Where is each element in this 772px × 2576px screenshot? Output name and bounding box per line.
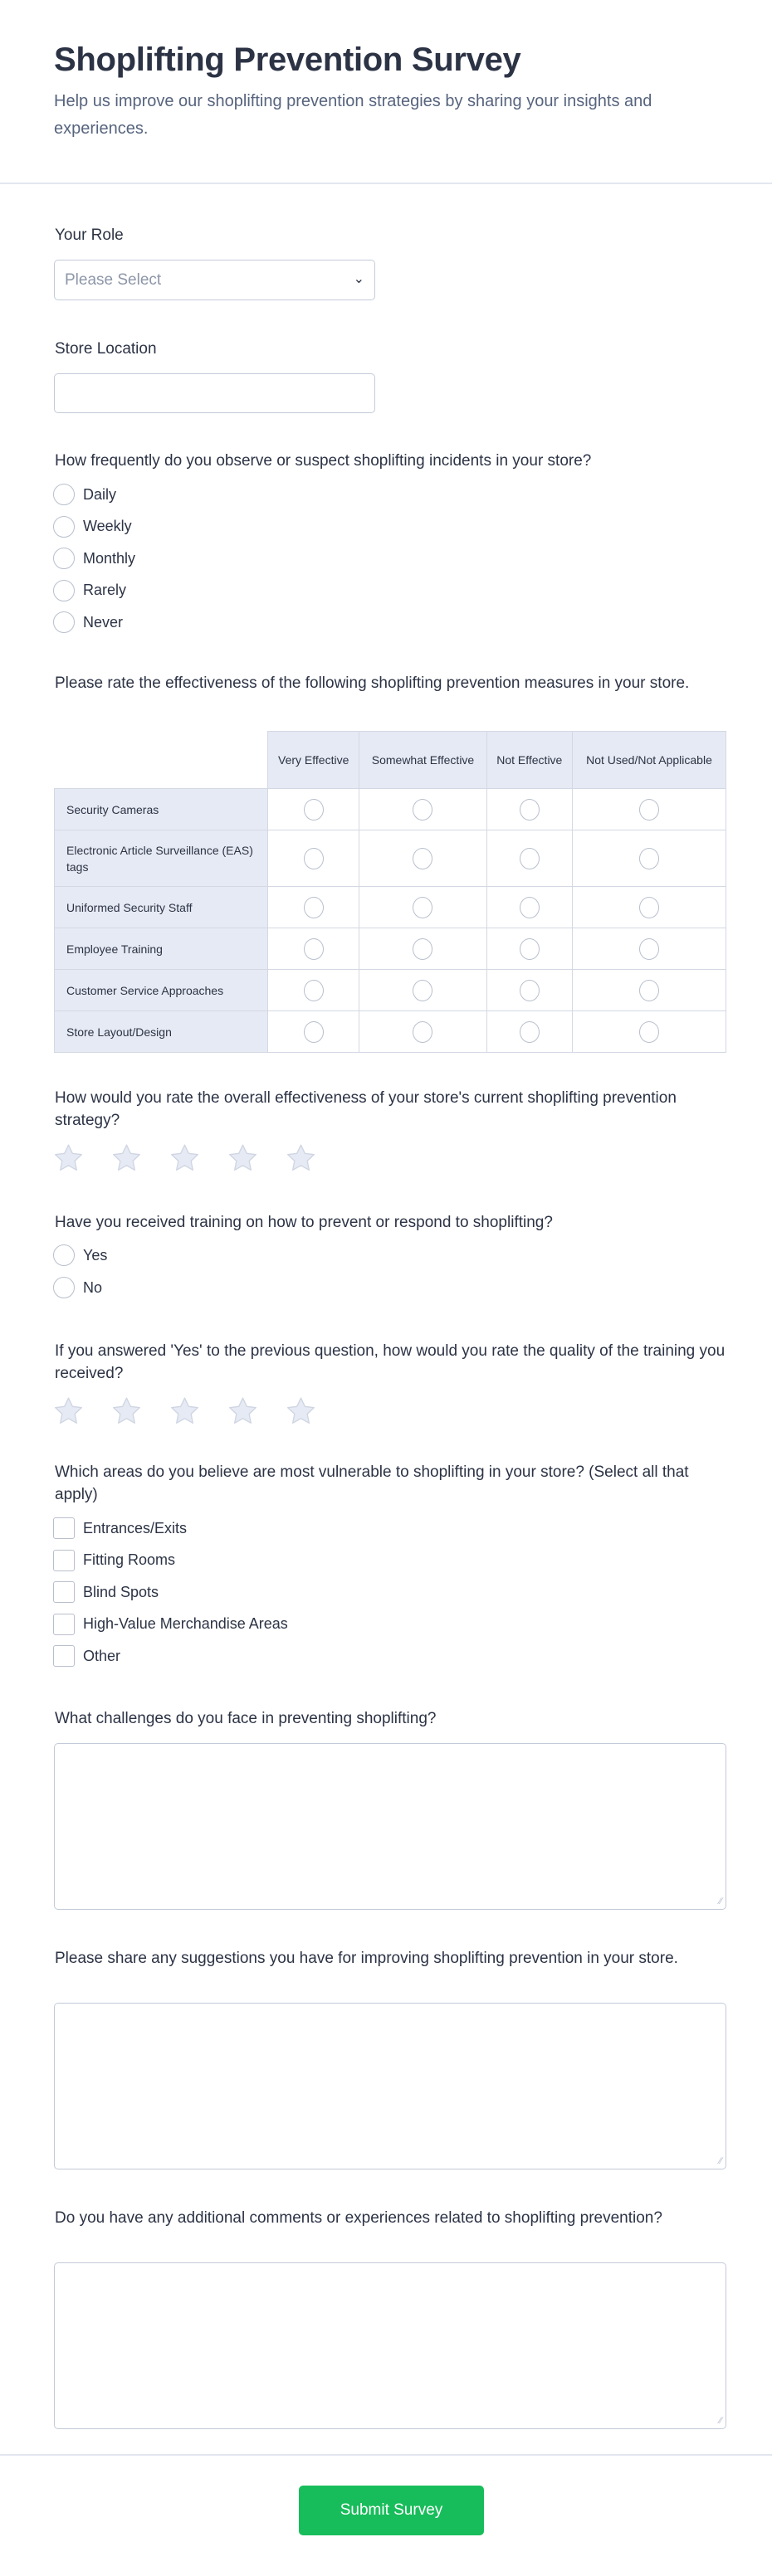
matrix-column-header: Very Effective	[268, 732, 359, 789]
comments-label: Do you have any additional comments or experiences related to shoplifting prevention?	[55, 2209, 662, 2227]
radio-button[interactable]	[304, 938, 324, 960]
frequency-label: How frequently do you observe or suspect shoplifting incidents in your store?	[55, 452, 592, 470]
challenges-textarea[interactable]	[54, 1743, 726, 1910]
checkbox[interactable]	[53, 1614, 75, 1635]
training-option[interactable]	[53, 1244, 107, 1267]
suggestions-label: Please share any suggestions you have for improving shoplifting prevention in your store.	[55, 1950, 678, 1967]
matrix-row-label: Employee Training	[55, 928, 268, 970]
checkbox[interactable]	[53, 1550, 75, 1571]
radio-button[interactable]	[413, 848, 432, 869]
radio-button[interactable]	[53, 548, 75, 569]
overall-label: How would you rate the overall effectiveness of your store's current shoplifting prevention strategy?	[55, 1089, 677, 1129]
areas-option[interactable]	[53, 1549, 175, 1572]
matrix-cell[interactable]	[573, 887, 726, 928]
matrix-cell[interactable]	[268, 928, 359, 970]
star-icon[interactable]	[226, 1142, 260, 1175]
radio-button[interactable]	[413, 938, 432, 960]
matrix-cell[interactable]	[486, 830, 572, 887]
areas-option[interactable]	[53, 1517, 187, 1540]
matrix-cell[interactable]	[486, 1011, 572, 1053]
resize-handle-icon[interactable]: ∕∕	[719, 1897, 722, 1906]
matrix-cell[interactable]	[359, 970, 486, 1011]
matrix-cell[interactable]	[268, 830, 359, 887]
submit-survey-button[interactable]: Submit Survey	[299, 2486, 484, 2535]
quality-star-rating	[51, 1395, 318, 1428]
matrix-row-label: Uniformed Security Staff	[55, 887, 268, 928]
training-label: Have you received training on how to prevent or respond to shoplifting?	[55, 1214, 553, 1231]
matrix-row-label: Store Layout/Design	[55, 1011, 268, 1053]
radio-button[interactable]	[413, 799, 432, 821]
training-option[interactable]	[53, 1276, 102, 1299]
matrix-row-label: Customer Service Approaches	[55, 970, 268, 1011]
matrix-row	[55, 887, 726, 928]
role-label: Your Role	[55, 226, 124, 244]
matrix-cell[interactable]	[486, 887, 572, 928]
frequency-option[interactable]	[53, 515, 132, 538]
suggestions-textarea[interactable]	[54, 2003, 726, 2169]
radio-button[interactable]	[639, 1021, 659, 1043]
radio-button[interactable]	[53, 516, 75, 538]
matrix-column-header: Somewhat Effective	[359, 732, 486, 789]
matrix-cell[interactable]	[359, 887, 486, 928]
matrix-cell[interactable]	[573, 789, 726, 830]
page-title: Shoplifting Prevention Survey	[54, 41, 521, 78]
areas-option[interactable]	[53, 1580, 159, 1604]
chevron-down-icon: ⌄	[353, 272, 364, 286]
radio-button[interactable]	[53, 1277, 75, 1298]
frequency-option[interactable]	[53, 579, 126, 602]
radio-button[interactable]	[304, 799, 324, 821]
frequency-option-label: Monthly	[83, 549, 136, 567]
star-icon[interactable]	[110, 1395, 144, 1428]
radio-button[interactable]	[520, 980, 540, 1001]
matrix-row	[55, 789, 726, 830]
footer-divider	[0, 2454, 772, 2456]
matrix-corner	[55, 732, 268, 789]
matrix-column-header: Not Effective	[486, 732, 572, 789]
matrix-cell[interactable]	[573, 970, 726, 1011]
radio-button[interactable]	[520, 938, 540, 960]
location-input[interactable]	[54, 373, 375, 413]
checkbox[interactable]	[53, 1645, 75, 1667]
areas-option-label: High-Value Merchandise Areas	[83, 1615, 288, 1632]
matrix-row-label: Security Cameras	[55, 789, 268, 830]
overall-star-rating	[51, 1142, 318, 1175]
matrix-row	[55, 830, 726, 887]
checkbox[interactable]	[53, 1517, 75, 1539]
frequency-option-label: Weekly	[83, 518, 132, 534]
frequency-option-label: Never	[83, 613, 124, 631]
radio-button[interactable]	[413, 980, 432, 1001]
radio-button[interactable]	[413, 1021, 432, 1043]
matrix-row	[55, 1011, 726, 1053]
matrix-cell[interactable]	[486, 970, 572, 1011]
radio-button[interactable]	[304, 897, 324, 918]
role-select-placeholder: Please Select	[65, 271, 162, 289]
matrix-row	[55, 928, 726, 970]
areas-label: Which areas do you believe are most vulnerable to shoplifting in your store? (Select all that apply)	[55, 1463, 689, 1503]
comments-textarea[interactable]	[54, 2262, 726, 2429]
header-divider	[0, 183, 772, 184]
matrix-cell[interactable]	[359, 789, 486, 830]
matrix-cell[interactable]	[268, 789, 359, 830]
radio-button[interactable]	[639, 938, 659, 960]
matrix-cell[interactable]	[359, 830, 486, 887]
star-icon[interactable]	[226, 1395, 260, 1428]
radio-button[interactable]	[304, 980, 324, 1001]
star-icon[interactable]	[51, 1395, 86, 1428]
star-icon[interactable]	[51, 1142, 86, 1175]
frequency-option[interactable]	[53, 547, 135, 570]
training-option-label: Yes	[83, 1246, 108, 1264]
resize-handle-icon[interactable]: ∕∕	[719, 2416, 722, 2426]
radio-button[interactable]	[520, 848, 540, 869]
matrix-cell[interactable]	[573, 928, 726, 970]
star-icon[interactable]	[168, 1395, 202, 1428]
matrix-column-header: Not Used/Not Applicable	[573, 732, 726, 789]
resize-handle-icon[interactable]: ∕∕	[719, 2156, 722, 2166]
areas-option-label: Blind Spots	[83, 1583, 159, 1600]
frequency-option-label: Rarely	[83, 582, 127, 598]
radio-button[interactable]	[639, 897, 659, 918]
page-subtitle: Help us improve our shoplifting prevention strategies by sharing your insights and experiences.	[54, 92, 652, 138]
radio-button[interactable]	[53, 580, 75, 601]
challenges-label: What challenges do you face in preventing shoplifting?	[55, 1710, 437, 1727]
matrix-row-label: Electronic Article Surveillance (EAS) tags	[55, 830, 268, 887]
areas-option-label: Entrances/Exits	[83, 1519, 188, 1536]
radio-button[interactable]	[53, 484, 75, 505]
frequency-option-label: Daily	[83, 485, 117, 503]
quality-label: If you answered 'Yes' to the previous question, how would you rate the quality of the training you received?	[55, 1342, 726, 1382]
radio-button[interactable]	[413, 897, 432, 918]
matrix-row	[55, 970, 726, 1011]
location-label: Store Location	[55, 340, 157, 358]
areas-option-label: Fitting Rooms	[83, 1551, 176, 1568]
radio-button[interactable]	[520, 799, 540, 821]
matrix-cell[interactable]	[359, 1011, 486, 1053]
role-select[interactable]	[54, 260, 375, 300]
checkbox[interactable]	[53, 1581, 75, 1603]
matrix-cell[interactable]	[486, 789, 572, 830]
radio-button[interactable]	[520, 897, 540, 918]
radio-button[interactable]	[639, 980, 659, 1001]
star-icon[interactable]	[168, 1142, 202, 1175]
radio-button[interactable]	[304, 848, 324, 869]
frequency-option[interactable]	[53, 483, 116, 506]
radio-button[interactable]	[639, 799, 659, 821]
areas-option[interactable]	[53, 1613, 288, 1636]
matrix-cell[interactable]	[359, 928, 486, 970]
matrix-label: Please rate the effectiveness of the following shoplifting prevention measures in your store.	[55, 674, 690, 692]
radio-button[interactable]	[53, 1244, 75, 1266]
matrix-cell[interactable]	[268, 970, 359, 1011]
radio-button[interactable]	[304, 1021, 324, 1043]
star-icon[interactable]	[284, 1142, 318, 1175]
star-icon[interactable]	[110, 1142, 144, 1175]
matrix-cell[interactable]	[486, 928, 572, 970]
matrix-cell[interactable]	[573, 830, 726, 887]
radio-button[interactable]	[639, 848, 659, 869]
matrix-cell[interactable]	[268, 1011, 359, 1053]
radio-button[interactable]	[53, 611, 75, 633]
star-icon[interactable]	[284, 1395, 318, 1428]
training-option-label: No	[83, 1278, 103, 1296]
areas-option[interactable]	[53, 1644, 120, 1668]
matrix-cell[interactable]	[268, 887, 359, 928]
effectiveness-matrix	[54, 731, 726, 1053]
areas-option-label: Other	[83, 1647, 121, 1664]
frequency-option[interactable]	[53, 611, 123, 634]
radio-button[interactable]	[520, 1021, 540, 1043]
matrix-cell[interactable]	[573, 1011, 726, 1053]
